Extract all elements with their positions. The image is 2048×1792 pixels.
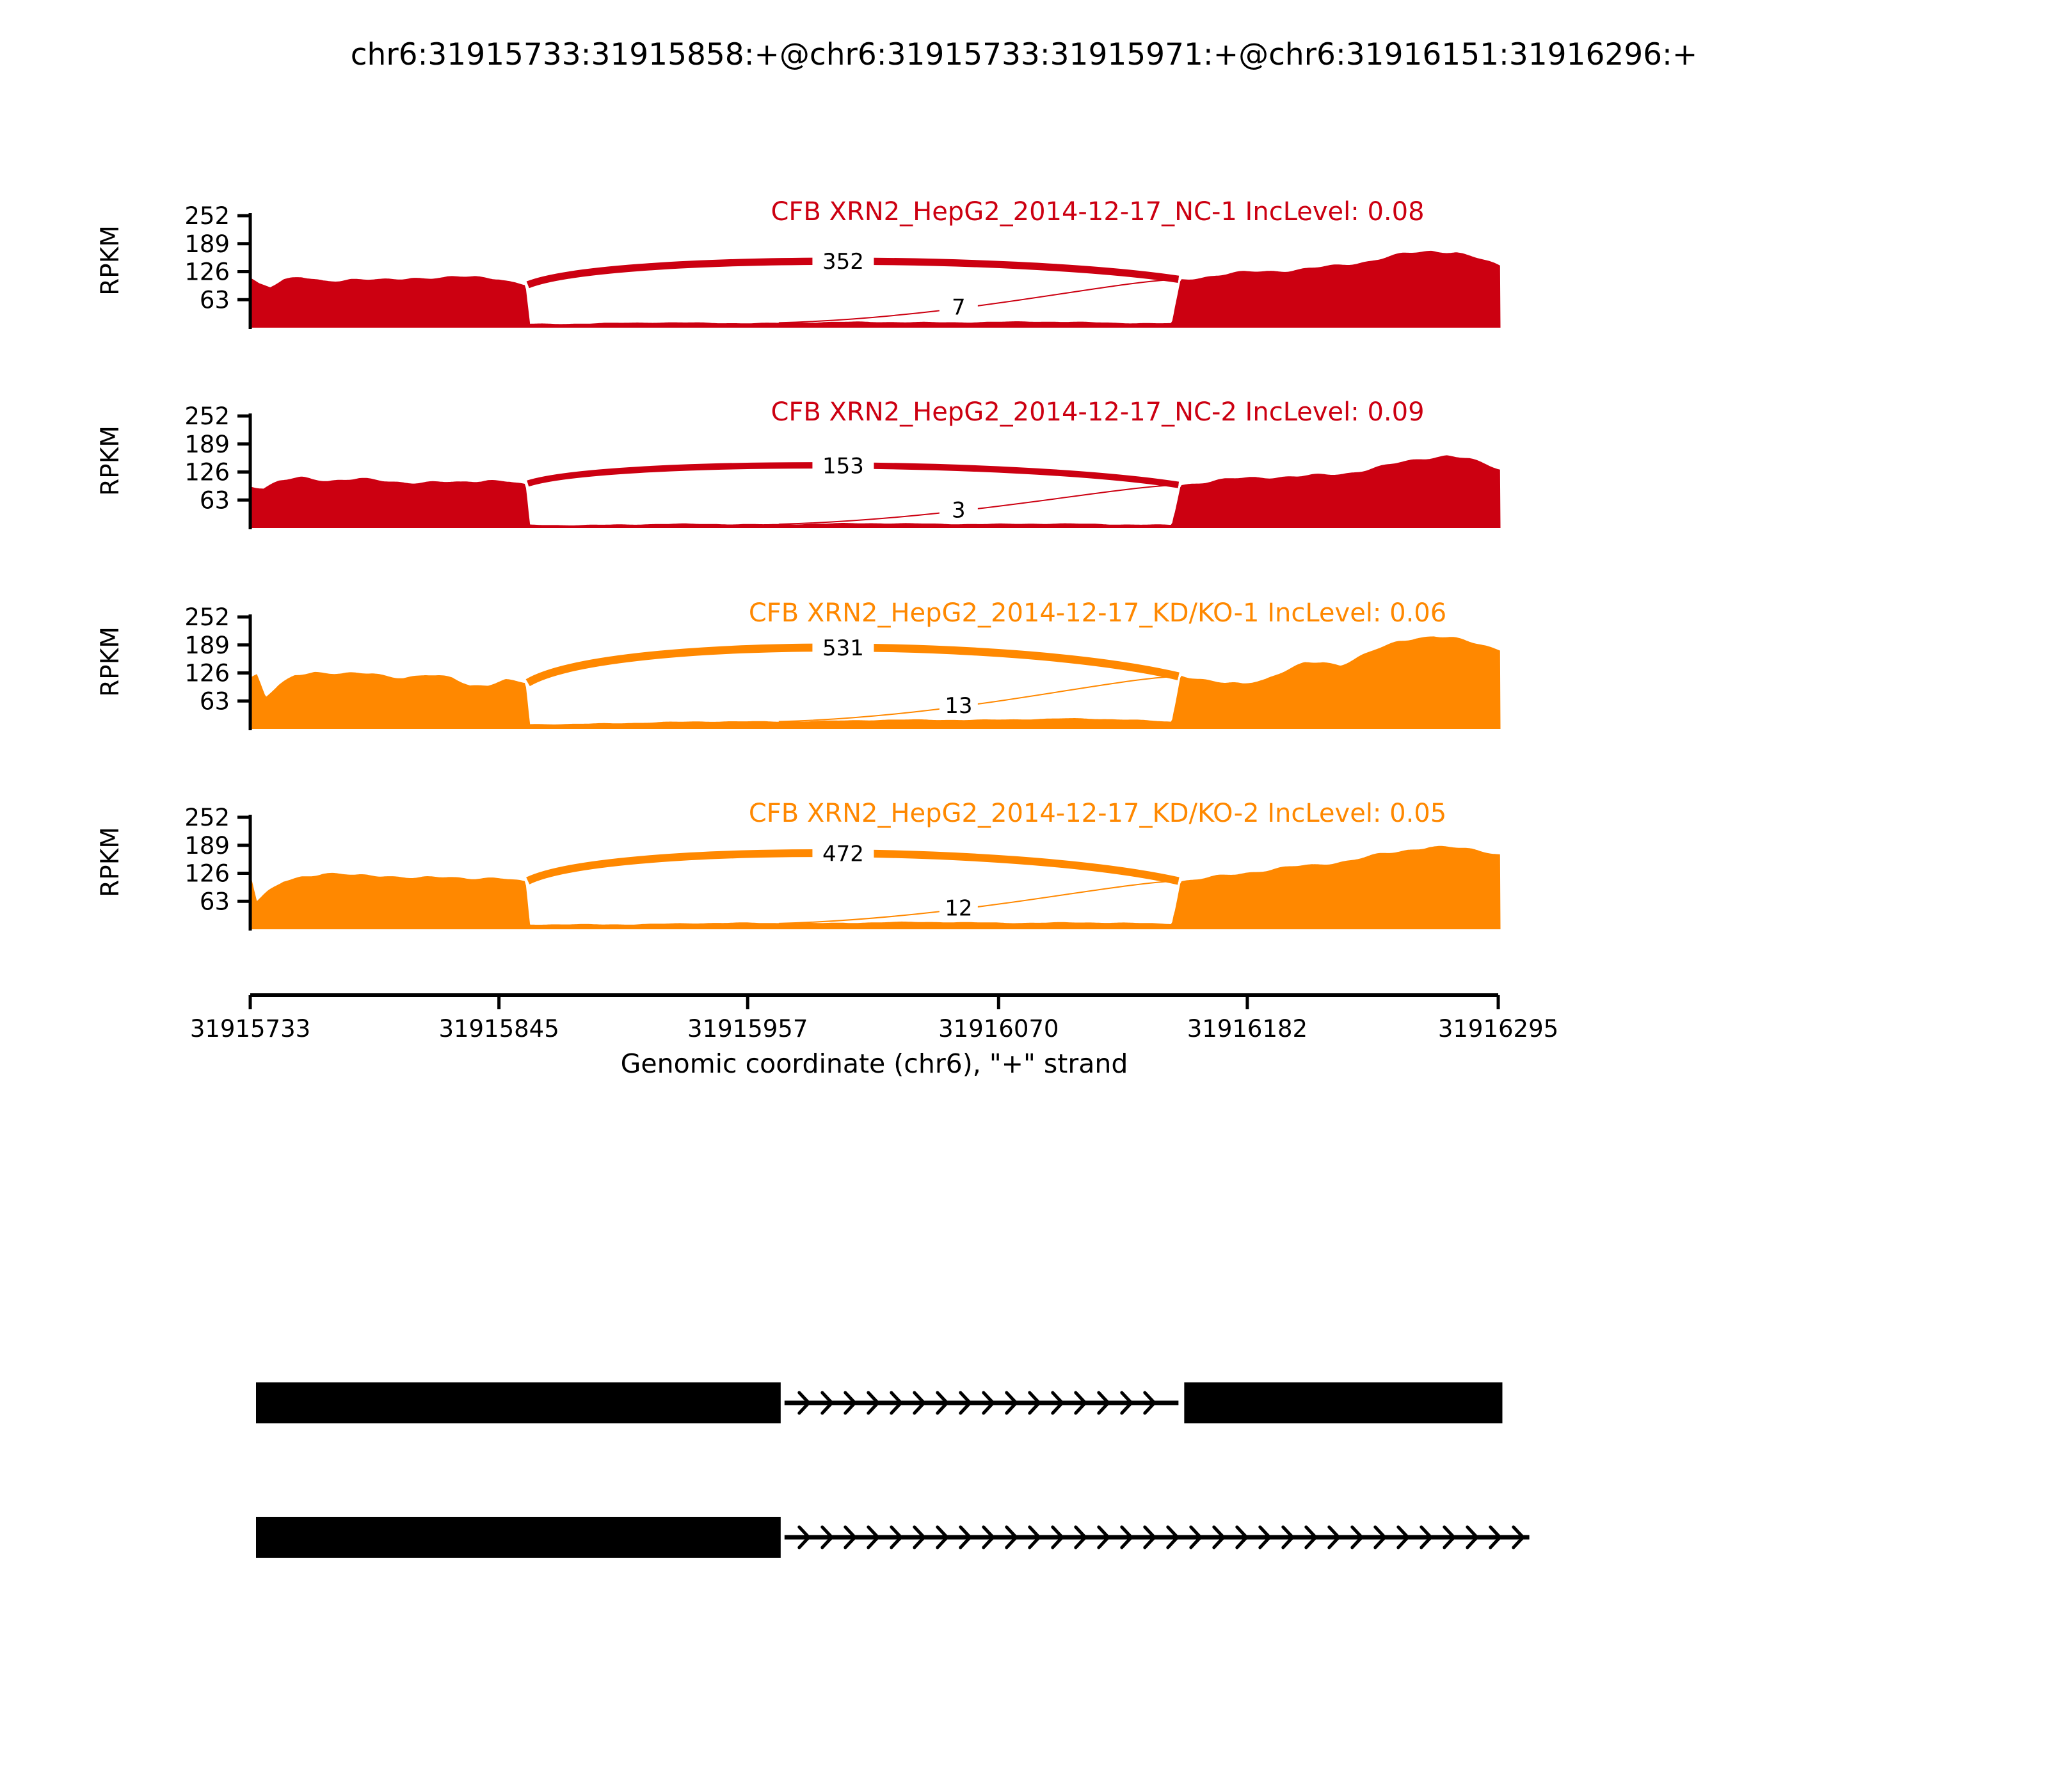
y-tick-label: 63	[199, 486, 230, 515]
y-tick-label: 252	[184, 202, 230, 230]
page-title: chr6:31915733:31915858:+@chr6:31915733:31915971:+@chr6:31916151:31916296:+	[350, 37, 1698, 72]
y-tick-label: 189	[184, 631, 230, 659]
y-tick-label: 189	[184, 230, 230, 258]
track-4-junction-count-2: 12	[945, 895, 973, 922]
x-tick-label: 31915845	[438, 1015, 559, 1043]
track-2-junction-count-2: 3	[952, 497, 966, 524]
track-2-junction-arc-2	[779, 485, 1179, 524]
y-tick-label: 189	[184, 430, 230, 458]
track-3-junction-count-2: 13	[945, 693, 973, 719]
track-4-junction-count-1: 472	[822, 841, 864, 867]
y-tick-label: 63	[199, 687, 230, 716]
track-3-title: CFB XRN2_HepG2_2014-12-17_KD/KO-1 IncLevel: 0.06	[748, 598, 1447, 628]
y-tick-label: 126	[184, 458, 230, 486]
y-tick-label: 126	[184, 860, 230, 888]
track-2-title: CFB XRN2_HepG2_2014-12-17_NC-2 IncLevel: 0.09	[771, 397, 1425, 427]
track-1-title: CFB XRN2_HepG2_2014-12-17_NC-1 IncLevel: 0.08	[771, 197, 1425, 227]
y-tick-label: 189	[184, 831, 230, 860]
x-tick-label: 31916295	[1437, 1015, 1559, 1043]
x-tick-label: 31915733	[189, 1015, 311, 1043]
y-tick-label: 63	[199, 286, 230, 314]
track-1-junction-arc-2	[779, 279, 1179, 323]
x-axis-label: Genomic coordinate (chr6), "+" strand	[620, 1048, 1128, 1079]
y-tick-label: 126	[184, 659, 230, 687]
y-tick-label: 252	[184, 604, 230, 631]
y-tick-label: 63	[199, 888, 230, 916]
isoform-2-exon-1	[256, 1517, 781, 1558]
y-axis-title: RPKM	[96, 225, 125, 296]
x-tick-label: 31916070	[938, 1015, 1059, 1043]
isoform-1-exon-1	[256, 1382, 781, 1423]
x-tick-label: 31915957	[687, 1015, 808, 1043]
y-axis-title: RPKM	[96, 627, 125, 697]
track-4-coverage	[250, 846, 1501, 929]
track-4-junction-arc-2	[779, 881, 1179, 924]
track-3-junction-arc-2	[779, 676, 1179, 722]
track-1-junction-count-2: 7	[952, 294, 966, 321]
track-1-junction-count-1: 352	[822, 249, 864, 275]
track-4-title: CFB XRN2_HepG2_2014-12-17_KD/KO-2 IncLevel: 0.05	[748, 799, 1447, 828]
y-tick-label: 252	[184, 804, 230, 831]
track-2-junction-count-1: 153	[822, 453, 864, 479]
x-tick-label: 31916182	[1187, 1015, 1308, 1043]
y-tick-label: 252	[184, 403, 230, 430]
isoform-1-exon-2	[1184, 1382, 1502, 1423]
y-tick-label: 126	[184, 258, 230, 286]
track-3-junction-count-1: 531	[822, 635, 864, 661]
y-axis-title: RPKM	[96, 426, 125, 496]
y-axis-title: RPKM	[96, 827, 125, 897]
